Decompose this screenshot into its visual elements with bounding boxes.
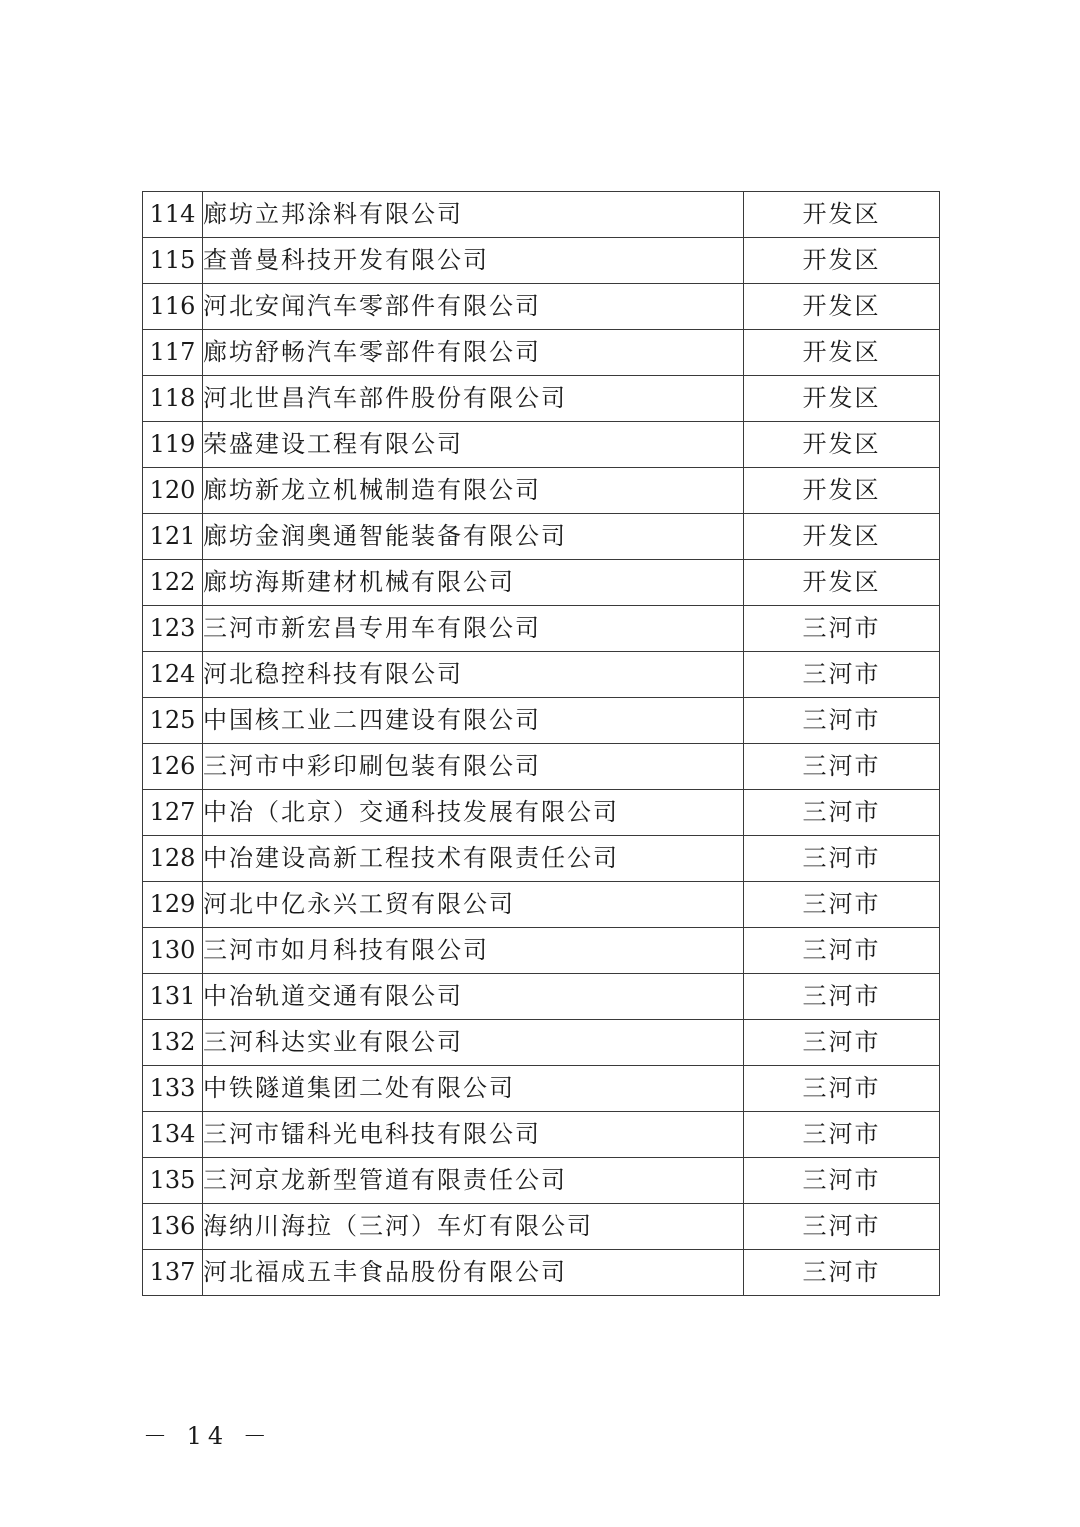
region-name: 三河市: [744, 606, 940, 652]
row-number: 129: [143, 882, 203, 928]
company-table-body: [143, 192, 940, 1296]
page-number: － 14 －: [143, 1422, 273, 1450]
region-name: 开发区: [744, 514, 940, 560]
table-row: [143, 698, 940, 744]
table-row: [143, 514, 940, 560]
company-name: 中国核工业二四建设有限公司: [203, 698, 744, 744]
table-row: [143, 1020, 940, 1066]
region-name: 开发区: [744, 238, 940, 284]
company-name: 三河市新宏昌专用车有限公司: [203, 606, 744, 652]
region-name: 三河市: [744, 744, 940, 790]
company-name: 三河市中彩印刷包装有限公司: [203, 744, 744, 790]
company-name: 三河市镭科光电科技有限公司: [203, 1112, 744, 1158]
table-row: [143, 284, 940, 330]
company-name: 河北稳控科技有限公司: [203, 652, 744, 698]
row-number: 132: [143, 1020, 203, 1066]
company-name: 中冶（北京）交通科技发展有限公司: [203, 790, 744, 836]
row-number: 130: [143, 928, 203, 974]
company-name: 廊坊立邦涂料有限公司: [203, 192, 744, 238]
row-number: 122: [143, 560, 203, 606]
row-number: 133: [143, 1066, 203, 1112]
company-name: 河北福成五丰食品股份有限公司: [203, 1250, 744, 1296]
table-row: [143, 1158, 940, 1204]
row-number: 121: [143, 514, 203, 560]
company-name: 三河京龙新型管道有限责任公司: [203, 1158, 744, 1204]
company-name: 廊坊海斯建材机械有限公司: [203, 560, 744, 606]
table-row: [143, 468, 940, 514]
region-name: 三河市: [744, 1112, 940, 1158]
company-name: 廊坊新龙立机械制造有限公司: [203, 468, 744, 514]
table-row: [143, 836, 940, 882]
row-number: 120: [143, 468, 203, 514]
table-row: [143, 790, 940, 836]
table-row: [143, 1250, 940, 1296]
table-row: [143, 330, 940, 376]
company-name: 中冶轨道交通有限公司: [203, 974, 744, 1020]
row-number: 137: [143, 1250, 203, 1296]
company-name: 河北中亿永兴工贸有限公司: [203, 882, 744, 928]
row-number: 116: [143, 284, 203, 330]
table-row: [143, 974, 940, 1020]
row-number: 134: [143, 1112, 203, 1158]
row-number: 131: [143, 974, 203, 1020]
region-name: 三河市: [744, 928, 940, 974]
region-name: 三河市: [744, 1066, 940, 1112]
row-number: 125: [143, 698, 203, 744]
row-number: 114: [143, 192, 203, 238]
region-name: 三河市: [744, 882, 940, 928]
company-name: 海纳川海拉（三河）车灯有限公司: [203, 1204, 744, 1250]
company-name: 荣盛建设工程有限公司: [203, 422, 744, 468]
table-row: [143, 1112, 940, 1158]
table-row: [143, 192, 940, 238]
company-name: 三河科达实业有限公司: [203, 1020, 744, 1066]
region-name: 三河市: [744, 652, 940, 698]
region-name: 三河市: [744, 698, 940, 744]
region-name: 开发区: [744, 330, 940, 376]
row-number: 119: [143, 422, 203, 468]
company-table: [142, 191, 940, 1296]
table-row: [143, 422, 940, 468]
company-name: 中铁隧道集团二处有限公司: [203, 1066, 744, 1112]
row-number: 117: [143, 330, 203, 376]
row-number: 128: [143, 836, 203, 882]
region-name: 三河市: [744, 1250, 940, 1296]
company-name: 三河市如月科技有限公司: [203, 928, 744, 974]
table-row: [143, 560, 940, 606]
table-row: [143, 928, 940, 974]
table-row: [143, 882, 940, 928]
row-number: 124: [143, 652, 203, 698]
company-name: 河北世昌汽车部件股份有限公司: [203, 376, 744, 422]
table-row: [143, 1204, 940, 1250]
row-number: 123: [143, 606, 203, 652]
region-name: 三河市: [744, 974, 940, 1020]
region-name: 三河市: [744, 836, 940, 882]
company-name: 河北安闻汽车零部件有限公司: [203, 284, 744, 330]
company-name: 查普曼科技开发有限公司: [203, 238, 744, 284]
row-number: 135: [143, 1158, 203, 1204]
region-name: 开发区: [744, 192, 940, 238]
region-name: 开发区: [744, 560, 940, 606]
company-name: 廊坊金润奥通智能装备有限公司: [203, 514, 744, 560]
table-row: [143, 606, 940, 652]
company-name: 廊坊舒畅汽车零部件有限公司: [203, 330, 744, 376]
region-name: 开发区: [744, 376, 940, 422]
region-name: 三河市: [744, 790, 940, 836]
table-row: [143, 1066, 940, 1112]
row-number: 118: [143, 376, 203, 422]
region-name: 三河市: [744, 1204, 940, 1250]
region-name: 开发区: [744, 422, 940, 468]
row-number: 115: [143, 238, 203, 284]
region-name: 开发区: [744, 284, 940, 330]
company-name: 中冶建设高新工程技术有限责任公司: [203, 836, 744, 882]
row-number: 126: [143, 744, 203, 790]
table-row: [143, 376, 940, 422]
table-row: [143, 238, 940, 284]
region-name: 三河市: [744, 1020, 940, 1066]
region-name: 三河市: [744, 1158, 940, 1204]
row-number: 136: [143, 1204, 203, 1250]
table-row: [143, 744, 940, 790]
region-name: 开发区: [744, 468, 940, 514]
row-number: 127: [143, 790, 203, 836]
table-row: [143, 652, 940, 698]
